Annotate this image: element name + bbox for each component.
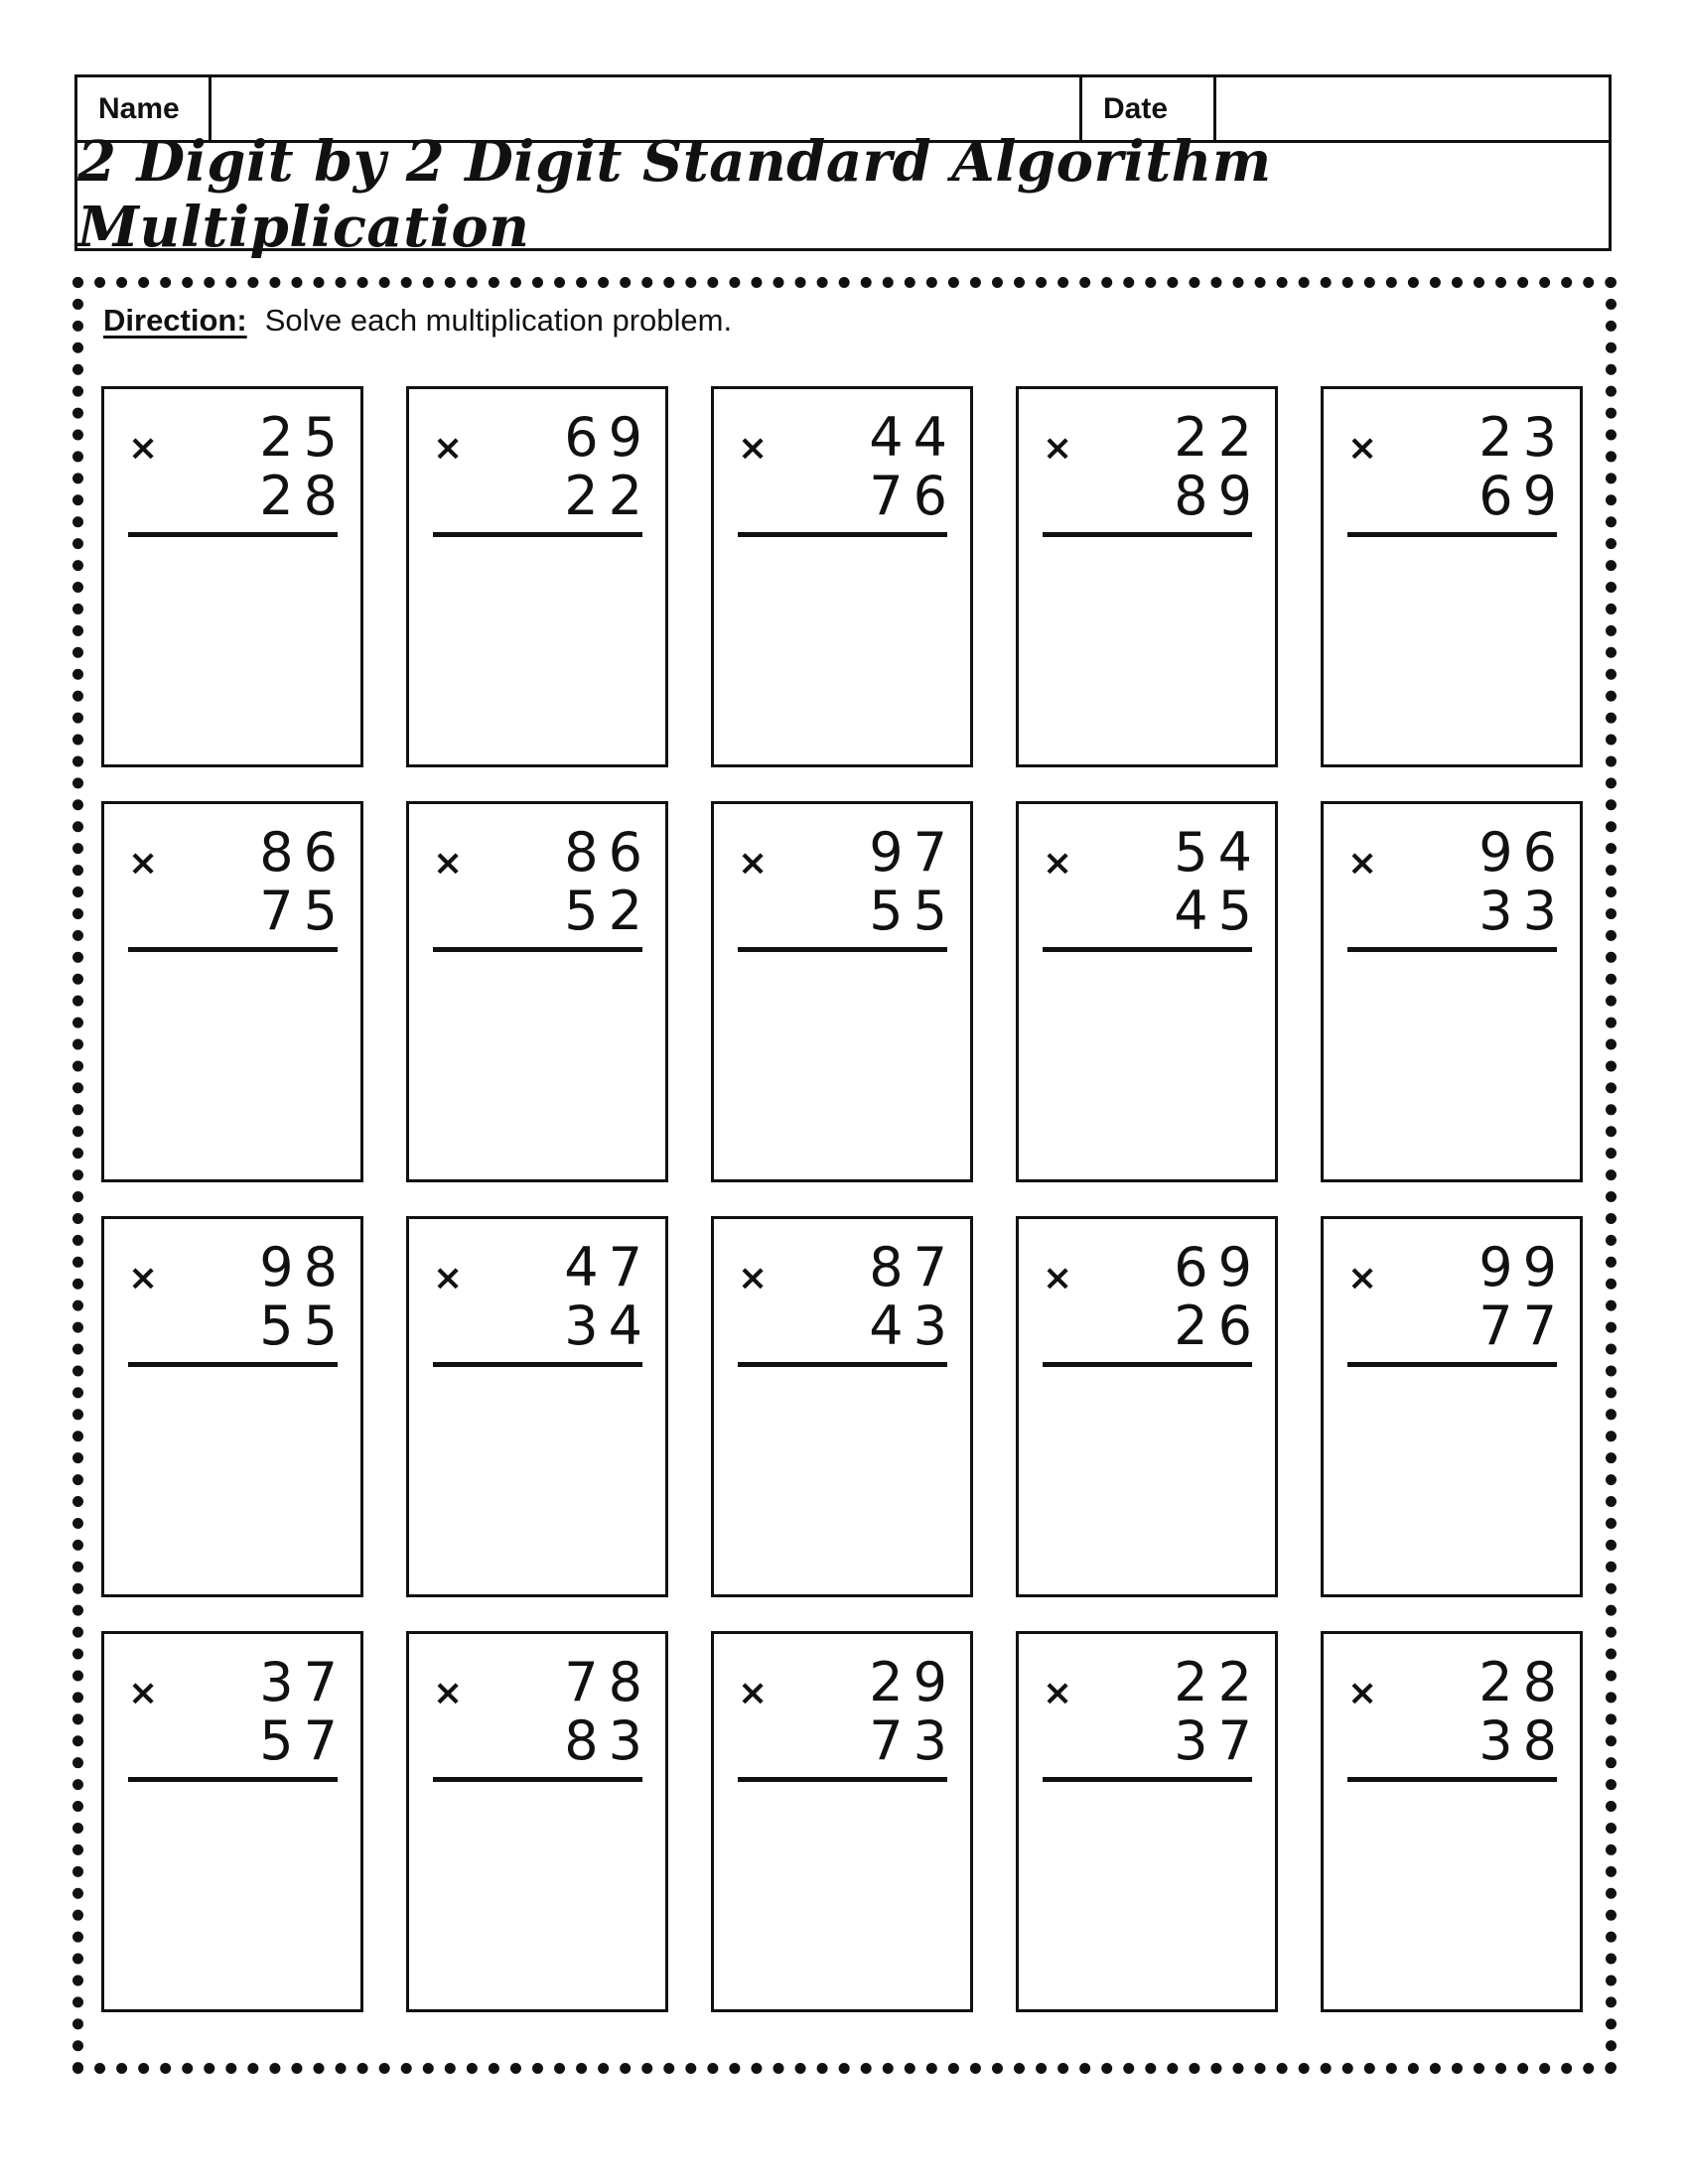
multiplicand: 69 <box>564 406 652 469</box>
multiplier: 22 <box>564 465 652 527</box>
answer-line <box>433 1777 642 1782</box>
answer-line <box>738 947 947 952</box>
multiplicand: 78 <box>564 1651 652 1713</box>
answer-line <box>128 947 338 952</box>
multiplier: 57 <box>259 1709 348 1772</box>
problem-box[interactable] <box>711 1631 973 2012</box>
multiplier: 89 <box>1174 465 1262 527</box>
multiply-sign-icon: × <box>1347 1258 1378 1298</box>
multiplicand: 54 <box>1174 821 1262 884</box>
multiply-sign-icon: × <box>738 428 769 469</box>
multiplier: 52 <box>564 880 652 942</box>
multiplier: 37 <box>1174 1709 1262 1772</box>
multiply-sign-icon: × <box>1347 1673 1378 1713</box>
multiply-sign-icon: × <box>128 1673 159 1713</box>
problem-box[interactable] <box>1321 801 1583 1182</box>
multiply-sign-icon: × <box>433 843 464 884</box>
problem-box[interactable] <box>406 386 668 767</box>
problem-box[interactable] <box>711 386 973 767</box>
problem-box[interactable] <box>1016 801 1278 1182</box>
multiplicand: 97 <box>869 821 957 884</box>
multiplicand: 29 <box>869 1651 957 1713</box>
multiplier: 28 <box>259 465 348 527</box>
answer-line <box>1043 532 1252 537</box>
problem-box[interactable] <box>1321 1216 1583 1597</box>
multiplier: 75 <box>259 880 348 942</box>
multiplicand: 69 <box>1174 1236 1262 1298</box>
multiplier: 76 <box>869 465 957 527</box>
answer-line <box>128 1777 338 1782</box>
multiply-sign-icon: × <box>1043 1673 1073 1713</box>
problem-box[interactable] <box>1321 386 1583 767</box>
answer-line <box>433 947 642 952</box>
multiplier: 55 <box>259 1295 348 1357</box>
problem-box[interactable] <box>1016 386 1278 767</box>
multiply-sign-icon: × <box>738 1673 769 1713</box>
directions-label: Direction: <box>103 303 247 338</box>
multiplier: 69 <box>1478 465 1567 527</box>
problem-box[interactable] <box>1016 1631 1278 2012</box>
multiplicand: 96 <box>1478 821 1567 884</box>
problem-box[interactable] <box>101 1631 363 2012</box>
multiply-sign-icon: × <box>738 1258 769 1298</box>
answer-line <box>433 532 642 537</box>
answer-line <box>128 532 338 537</box>
multiplier: 77 <box>1478 1295 1567 1357</box>
multiplicand: 25 <box>259 406 348 469</box>
multiplicand: 23 <box>1478 406 1567 469</box>
multiplicand: 47 <box>564 1236 652 1298</box>
directions-text: Solve each multiplication problem. <box>264 303 733 338</box>
multiply-sign-icon: × <box>1347 843 1378 884</box>
multiplier: 34 <box>564 1295 652 1357</box>
problem-box[interactable] <box>406 1216 668 1597</box>
multiplier: 43 <box>869 1295 957 1357</box>
answer-line <box>1043 1362 1252 1367</box>
multiplicand: 22 <box>1174 406 1262 469</box>
multiplier: 33 <box>1478 880 1567 942</box>
multiply-sign-icon: × <box>738 843 769 884</box>
multiply-sign-icon: × <box>128 428 159 469</box>
multiply-sign-icon: × <box>1043 428 1073 469</box>
multiplicand: 44 <box>869 406 957 469</box>
problem-box[interactable] <box>101 386 363 767</box>
date-label: Date <box>1082 77 1216 140</box>
answer-line <box>738 1777 947 1782</box>
answer-line <box>1043 1777 1252 1782</box>
multiplicand: 98 <box>259 1236 348 1298</box>
multiply-sign-icon: × <box>1347 428 1378 469</box>
multiplicand: 37 <box>259 1651 348 1713</box>
answer-line <box>433 1362 642 1367</box>
problem-box[interactable] <box>406 1631 668 2012</box>
multiplier: 26 <box>1174 1295 1262 1357</box>
multiplicand: 86 <box>259 821 348 884</box>
problem-box[interactable] <box>406 801 668 1182</box>
multiply-sign-icon: × <box>1043 1258 1073 1298</box>
problem-box[interactable] <box>101 1216 363 1597</box>
multiplicand: 87 <box>869 1236 957 1298</box>
problem-box[interactable] <box>1016 1216 1278 1597</box>
answer-line <box>1347 532 1557 537</box>
problem-box[interactable] <box>1321 1631 1583 2012</box>
answer-line <box>1043 947 1252 952</box>
directions <box>103 303 732 339</box>
worksheet-title: 2 Digit by 2 Digit Standard Algorithm Multiplication <box>77 128 1272 260</box>
multiply-sign-icon: × <box>433 1258 464 1298</box>
multiplicand: 86 <box>564 821 652 884</box>
answer-line <box>128 1362 338 1367</box>
multiplier: 73 <box>869 1709 957 1772</box>
multiplicand: 28 <box>1478 1651 1567 1713</box>
multiplier: 45 <box>1174 880 1262 942</box>
multiplier: 55 <box>869 880 957 942</box>
problem-box[interactable] <box>711 801 973 1182</box>
multiplier: 83 <box>564 1709 652 1772</box>
problems-grid <box>101 386 1583 2012</box>
answer-line <box>1347 947 1557 952</box>
answer-line <box>738 532 947 537</box>
answer-line <box>1347 1362 1557 1367</box>
answer-line <box>738 1362 947 1367</box>
problem-box[interactable] <box>101 801 363 1182</box>
multiply-sign-icon: × <box>433 1673 464 1713</box>
multiply-sign-icon: × <box>128 1258 159 1298</box>
multiplier: 38 <box>1478 1709 1567 1772</box>
worksheet-header <box>74 74 1612 260</box>
multiplicand: 99 <box>1478 1236 1567 1298</box>
multiplicand: 22 <box>1174 1651 1262 1713</box>
name-label: Name <box>77 77 211 140</box>
answer-line <box>1347 1777 1557 1782</box>
multiply-sign-icon: × <box>128 843 159 884</box>
problem-box[interactable] <box>711 1216 973 1597</box>
multiply-sign-icon: × <box>433 428 464 469</box>
multiply-sign-icon: × <box>1043 843 1073 884</box>
